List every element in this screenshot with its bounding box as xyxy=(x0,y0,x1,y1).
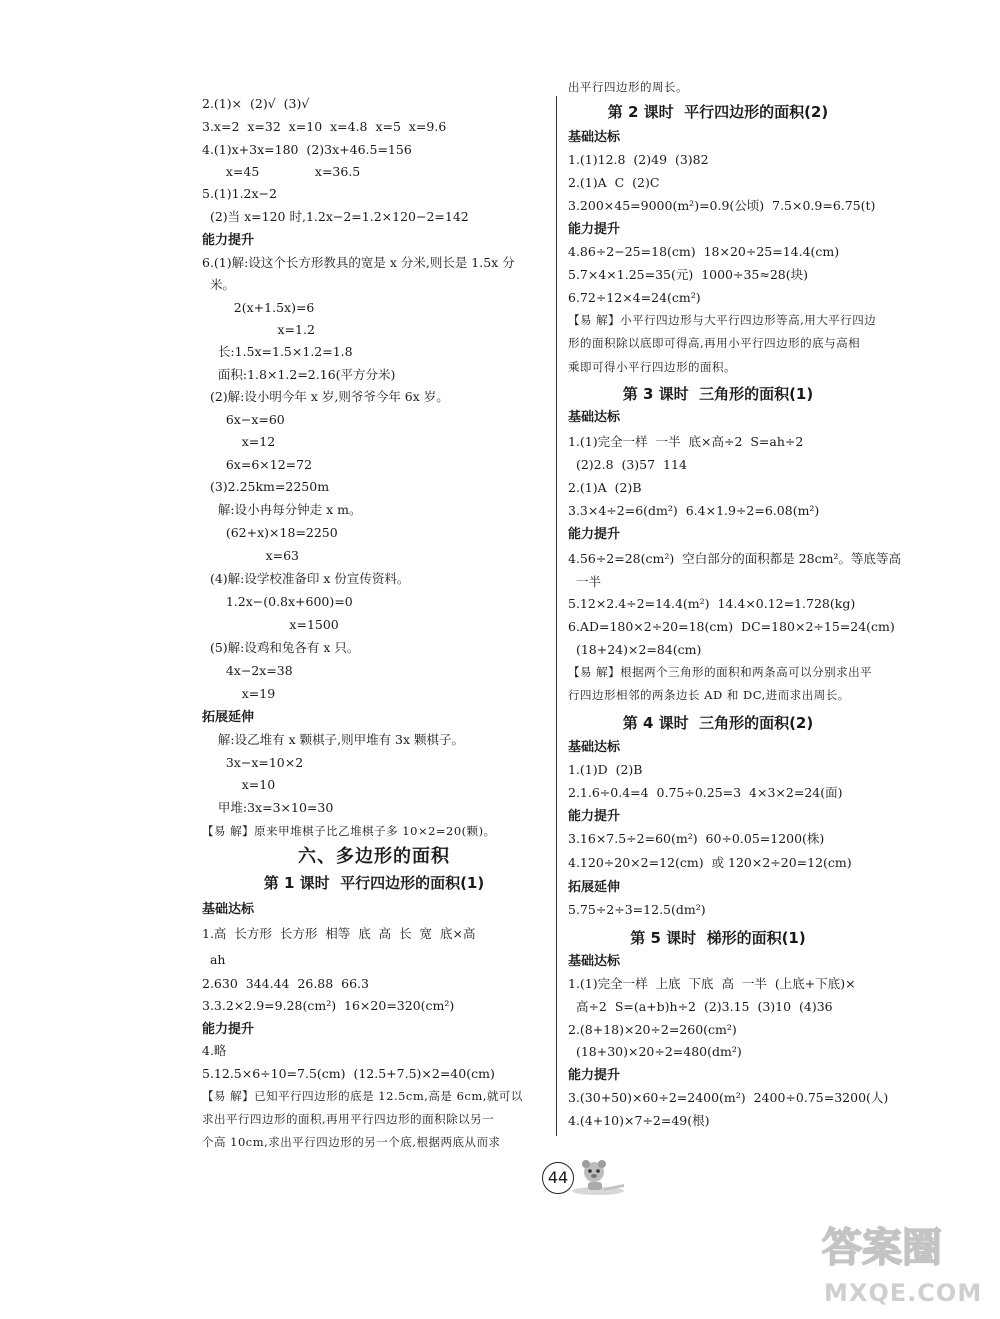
left-line-16: 6x=6×12=72 xyxy=(202,457,313,472)
left-line-35: 基础达标 xyxy=(202,902,255,917)
left-line-20: x=63 xyxy=(202,548,300,563)
right-line-9: 6.72÷12×4=24(cm²) xyxy=(568,290,701,305)
left-line-36: 1.高 长方形 长方形 相等 底 高 长 宽 底×高 xyxy=(202,926,476,941)
left-line-3: x=45 x=36.5 xyxy=(202,164,361,179)
right-line-11: 形的面积除以底即可得高,再用小平行四边形的底与高相 xyxy=(568,336,861,350)
left-line-22: 1.2x−(0.8x+600)=0 xyxy=(202,594,353,609)
right-line-4: 2.(1)A C (2)C xyxy=(568,175,660,190)
right-line-20: 4.56÷2=28(cm²) 空白部分的面积都是 28cm²。等底等高 xyxy=(568,551,901,566)
right-line-28: 基础达标 xyxy=(568,740,621,755)
left-line-37: ah xyxy=(202,952,226,967)
right-line-17: 2.(1)A (2)B xyxy=(568,480,642,495)
left-line-18: 解:设小冉每分钟走 x m。 xyxy=(202,502,362,517)
right-line-14: 基础达标 xyxy=(568,410,621,425)
right-line-7: 4.86÷2−25=18(cm) 18×20÷25=14.4(cm) xyxy=(568,244,840,259)
right-line-37: 基础达标 xyxy=(568,954,621,969)
right-line-42: 能力提升 xyxy=(568,1068,621,1083)
left-line-23: x=1500 xyxy=(202,617,339,632)
right-line-16: (2)2.8 (3)57 114 xyxy=(568,457,687,472)
left-line-28: 解:设乙堆有 x 颗棋子,则甲堆有 3x 颗棋子。 xyxy=(202,732,465,747)
left-line-45: 个高 10cm,求出平行四边形的另一个底,根据两底从而求 xyxy=(202,1135,501,1149)
right-line-3: 1.(1)12.8 (2)49 (3)82 xyxy=(568,152,709,167)
right-line-18: 3.3×4÷2=6(dm²) 6.4×1.9÷2=6.08(m²) xyxy=(568,503,820,518)
right-line-32: 3.16×7.5÷2=60(m²) 60÷0.05=1200(株) xyxy=(568,831,825,846)
right-line-36: 第 5 课时 梯形的面积(1) xyxy=(630,929,806,947)
left-line-19: (62+x)×18=2250 xyxy=(202,525,338,540)
left-line-5: (2)当 x=120 时,1.2x−2=1.2×120−2=142 xyxy=(202,209,469,224)
left-line-25: 4x−2x=38 xyxy=(202,663,293,678)
right-line-26: 行四边形相邻的两条边长 AD 和 DC,进而求出周长。 xyxy=(568,688,850,702)
right-line-21: 一半 xyxy=(568,574,601,589)
right-line-34: 拓展延伸 xyxy=(568,880,621,895)
left-line-13: (2)解:设小明今年 x 岁,则爷爷今年 6x 岁。 xyxy=(202,389,449,404)
left-line-0: 2.(1)× (2)√ (3)√ xyxy=(202,96,310,111)
left-line-41: 4.略 xyxy=(202,1043,227,1058)
left-line-40: 能力提升 xyxy=(202,1022,255,1037)
right-line-30: 2.1.6÷0.4=4 0.75÷0.25=3 4×3×2=24(面) xyxy=(568,785,843,800)
left-line-27: 拓展延伸 xyxy=(202,710,255,725)
left-line-29: 3x−x=10×2 xyxy=(202,755,304,770)
right-line-22: 5.12×2.4÷2=14.4(m²) 14.4×0.12=1.728(kg) xyxy=(568,596,856,611)
right-line-13: 第 3 课时 三角形的面积(1) xyxy=(622,385,814,403)
right-line-19: 能力提升 xyxy=(568,527,621,542)
left-line-26: x=19 xyxy=(202,686,276,701)
left-line-12: 面积:1.8×1.2=2.16(平方分米) xyxy=(202,367,396,382)
right-line-29: 1.(1)D (2)B xyxy=(568,762,643,777)
right-line-27: 第 4 课时 三角形的面积(2) xyxy=(622,714,814,732)
watermark-site: MXQE.COM xyxy=(824,1279,983,1307)
left-line-17: (3)2.25km=2250m xyxy=(202,479,330,494)
left-line-6: 能力提升 xyxy=(202,233,255,248)
right-line-23: 6.AD=180×2÷20=18(cm) DC=180×2÷15=24(cm) xyxy=(568,619,895,634)
right-line-24: (18+24)×2=84(cm) xyxy=(568,642,702,657)
column-divider xyxy=(556,96,557,1136)
watermark-logo xyxy=(818,1215,988,1275)
left-line-42: 5.12.5×6÷10=7.5(cm) (12.5+7.5)×2=40(cm) xyxy=(202,1066,495,1081)
left-line-2: 4.(1)x+3x=180 (2)3x+46.5=156 xyxy=(202,142,412,157)
right-line-33: 4.120÷20×2=12(cm) 或 120×2÷20=12(cm) xyxy=(568,855,852,870)
right-line-44: 4.(4+10)×7÷2=49(根) xyxy=(568,1113,710,1128)
right-line-0: 出平行四边形的周长。 xyxy=(568,80,688,94)
left-line-24: (5)解:设鸡和兔各有 x 只。 xyxy=(202,640,360,655)
right-line-1: 第 2 课时 平行四边形的面积(2) xyxy=(607,103,829,121)
left-line-31: 甲堆:3x=3×10=30 xyxy=(202,800,334,815)
right-line-25: 【易 解】根据两个三角形的面积和两条高可以分别求出平 xyxy=(568,665,873,679)
svg-text:答案圈: 答案圈 xyxy=(822,1225,942,1271)
right-line-38: 1.(1)完全一样 上底 下底 高 一半 (上底+下底)× xyxy=(568,976,856,991)
right-line-2: 基础达标 xyxy=(568,130,621,145)
mascot-icon xyxy=(568,1158,628,1198)
left-line-1: 3.x=2 x=32 x=10 x=4.8 x=5 x=9.6 xyxy=(202,119,447,134)
right-line-12: 乘即可得小平行四边形的面积。 xyxy=(568,360,736,374)
left-line-4: 5.(1)1.2x−2 xyxy=(202,186,277,201)
right-line-41: (18+30)×20÷2=480(dm²) xyxy=(568,1044,742,1059)
left-line-14: 6x−x=60 xyxy=(202,412,285,427)
left-line-34: 第 1 课时 平行四边形的面积(1) xyxy=(263,874,485,892)
left-line-11: 长:1.5x=1.5×1.2=1.8 xyxy=(202,344,353,359)
left-line-38: 2.630 344.44 26.88 66.3 xyxy=(202,976,369,991)
right-line-31: 能力提升 xyxy=(568,809,621,824)
page-footer xyxy=(540,1158,630,1198)
right-line-8: 5.7×4×1.25=35(元) 1000÷35≈28(块) xyxy=(568,267,809,282)
right-line-39: 高÷2 S=(a+b)h÷2 (2)3.15 (3)10 (4)36 xyxy=(568,999,833,1014)
left-line-7: 6.(1)解:设这个长方形教具的宽是 x 分米,则长是 1.5x 分 xyxy=(202,255,515,270)
right-line-5: 3.200×45=9000(m²)=0.9(公顷) 7.5×0.9=6.75(t) xyxy=(568,198,876,213)
right-line-40: 2.(8+18)×20÷2=260(cm²) xyxy=(568,1022,737,1037)
left-line-44: 求出平行四边形的面积,再用平行四边形的面积除以另一 xyxy=(202,1112,495,1126)
left-line-43: 【易 解】已知平行四边形的底是 12.5cm,高是 6cm,就可以 xyxy=(202,1089,523,1103)
right-line-10: 【易 解】小平行四边形与大平行四边形等高,用大平行四边 xyxy=(568,313,877,327)
right-line-35: 5.75÷2÷3=12.5(dm²) xyxy=(568,902,706,917)
left-line-30: x=10 xyxy=(202,777,276,792)
left-line-9: 2(x+1.5x)=6 xyxy=(202,300,315,315)
left-line-10: x=1.2 xyxy=(202,322,315,337)
left-line-32: 【易 解】原来甲堆棋子比乙堆棋子多 10×2=20(颗)。 xyxy=(202,824,496,838)
right-line-43: 3.(30+50)×60÷2=2400(m²) 2400÷0.75=3200(人) xyxy=(568,1090,889,1105)
right-line-15: 1.(1)完全一样 一半 底×高÷2 S=ah÷2 xyxy=(568,434,804,449)
left-line-39: 3.3.2×2.9=9.28(cm²) 16×20=320(cm²) xyxy=(202,998,455,1013)
left-line-15: x=12 xyxy=(202,434,276,449)
page-number: 44 xyxy=(542,1162,574,1194)
left-line-33: 六、多边形的面积 xyxy=(298,846,450,867)
watermark xyxy=(818,1215,988,1310)
left-line-8: 米。 xyxy=(202,277,235,292)
left-line-21: (4)解:设学校准备印 x 份宣传资料。 xyxy=(202,571,410,586)
right-line-6: 能力提升 xyxy=(568,222,621,237)
